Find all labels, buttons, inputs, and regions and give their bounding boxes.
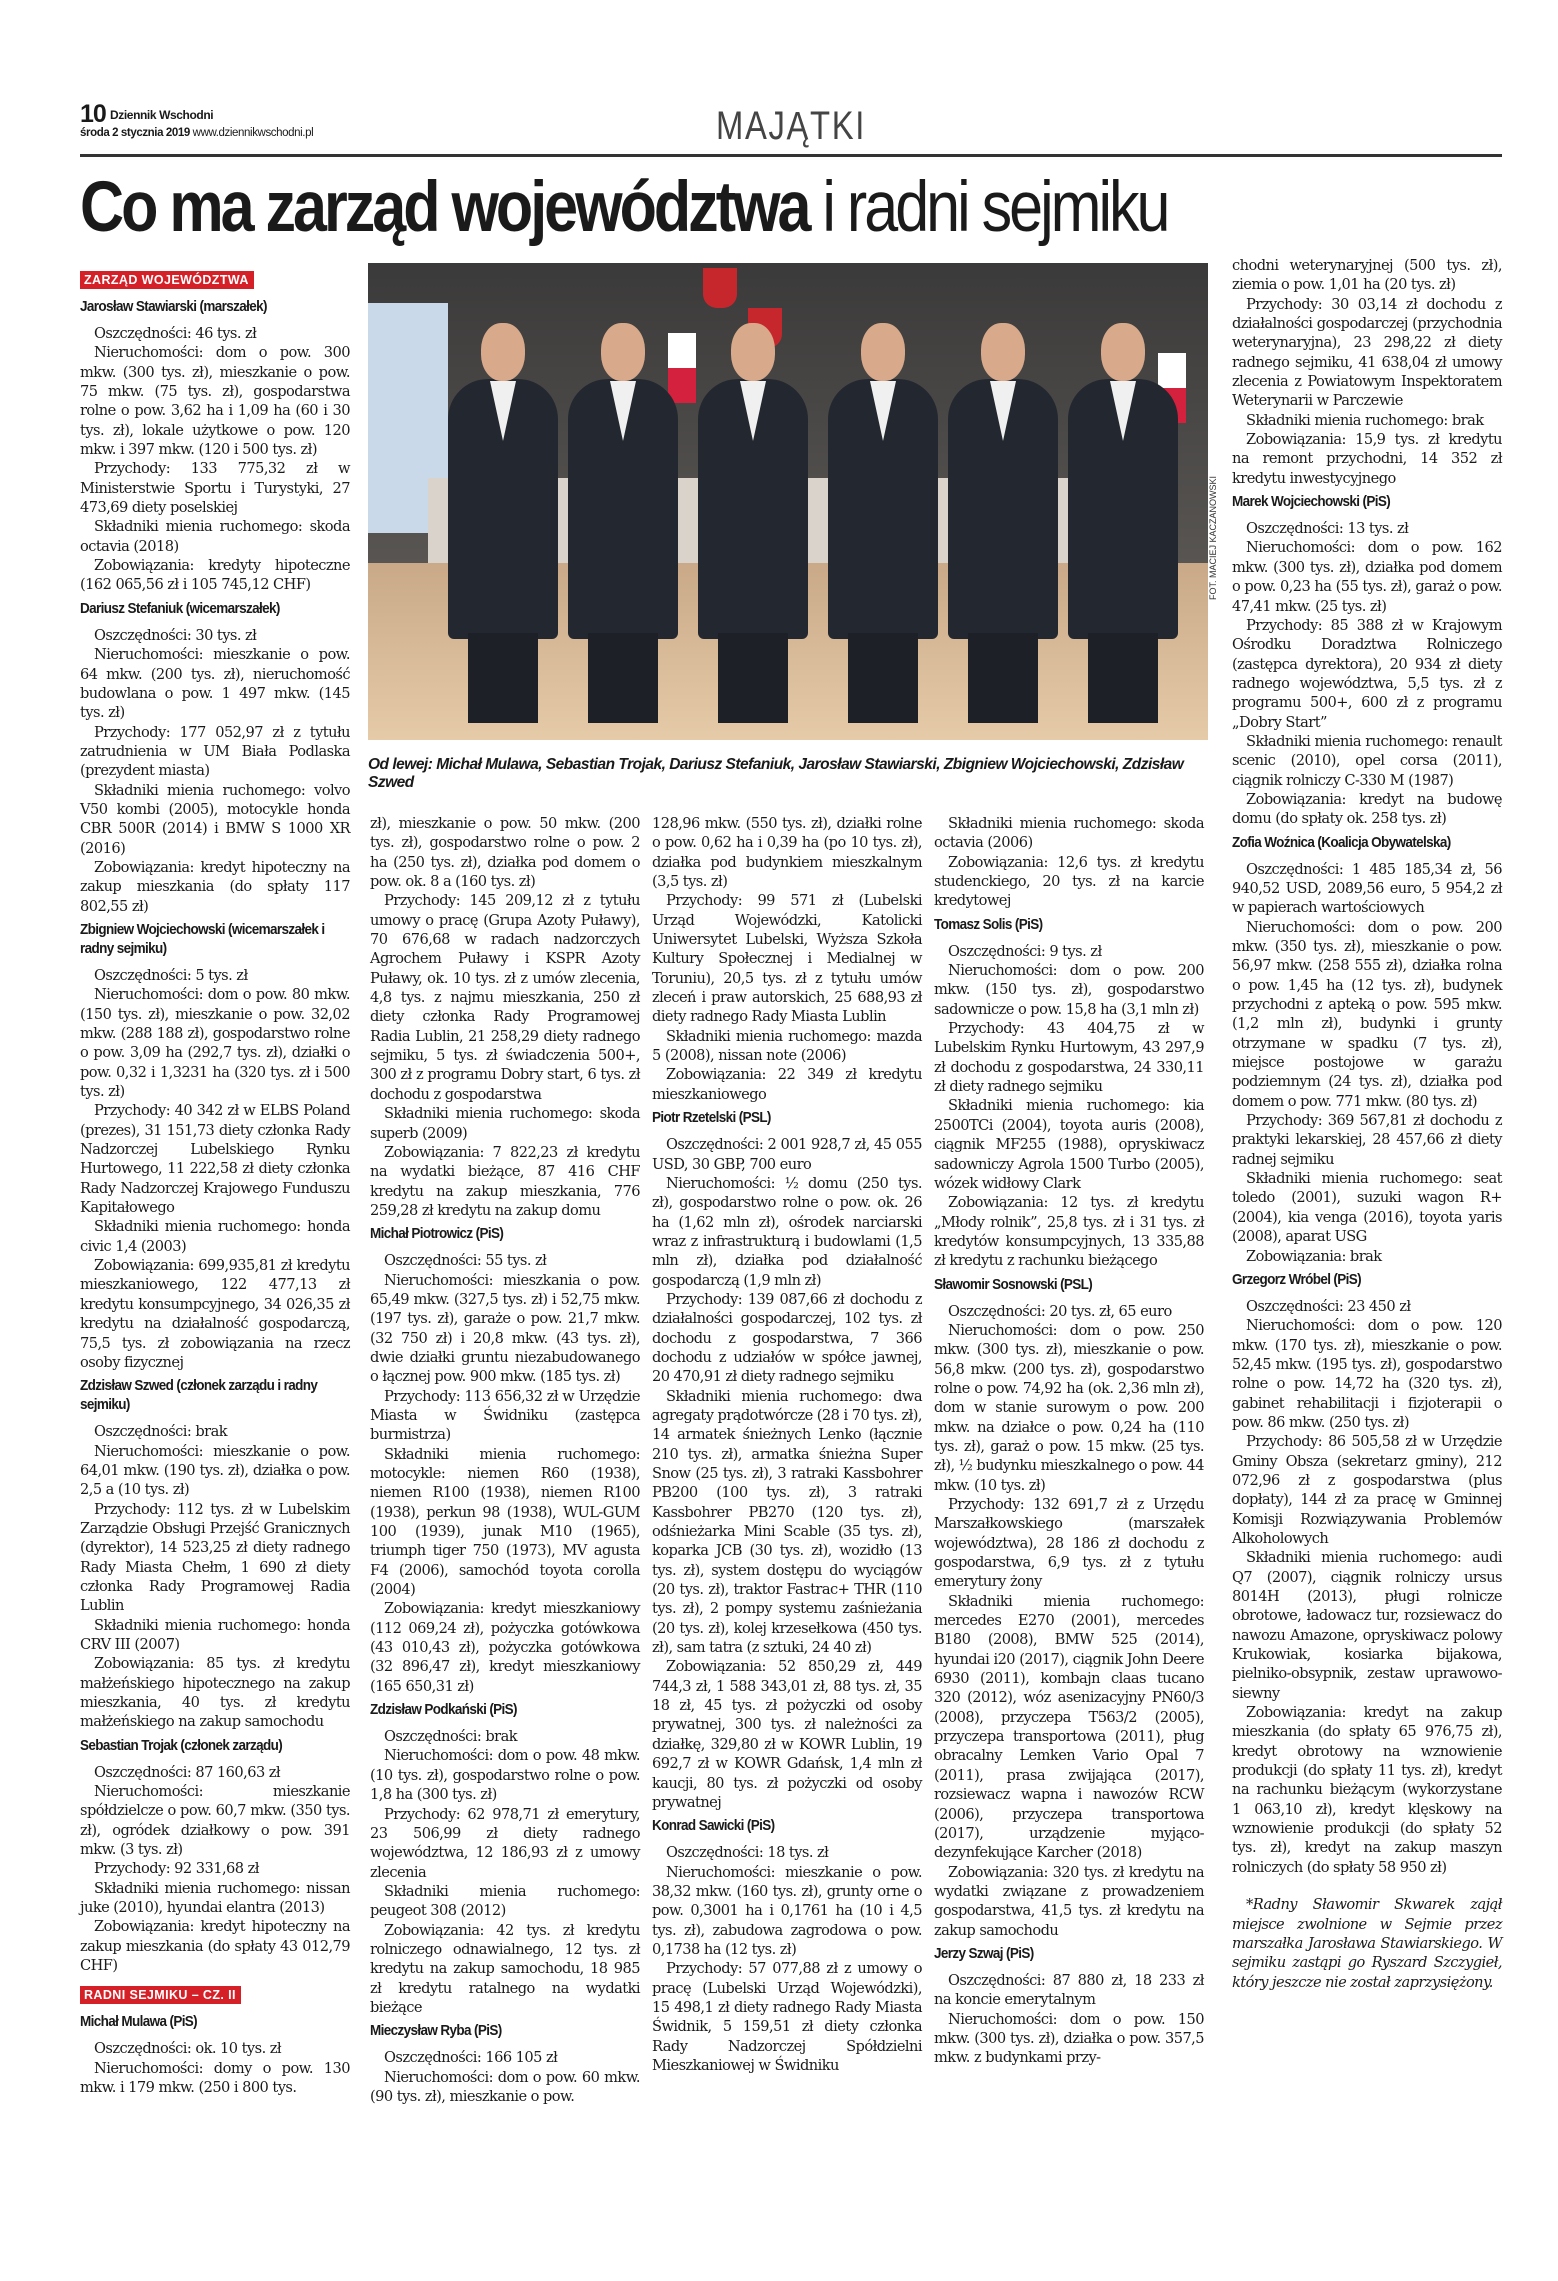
masthead [80, 100, 1502, 162]
entry-movables: Składniki mienia ruchomego: skoda octavia (2006) [934, 815, 1204, 852]
person-figure [568, 323, 678, 723]
entry-movables: Składniki mienia ruchomego: nissan juke (2010), hyundai elantra (2013) [80, 1879, 350, 1917]
entry-income: Przychody: 133 775,32 zł w Ministerstwie Sportu i Turystyki, 27 473,69 diety poselskiej [80, 460, 350, 517]
masthead-divider [80, 154, 1502, 157]
paper-name: Dziennik Wschodni [110, 108, 214, 122]
entry-liabilities: Zobowiązania: kredyt na budowę domu (do spłaty ok. 258 tys. zł) [1232, 790, 1502, 828]
entry-savings: Oszczędności: 5 tys. zł [94, 966, 248, 984]
entry-movables: Składniki mienia ruchomego: audi Q7 (2007), ciągnik rolniczy ursus 8014H (2013), pługi rolnicze obrotowe, ładowacz tur, rozsiewacz do nawozu Amazone, opryskiwacz polowy Krukowiak, kosiarka bijakowa, pielniko-obsypnik, zestaw uprawowo-siewny [1232, 1549, 1502, 1702]
entry-income: Przychody: 40 342 zł w ELBS Poland (prezes), 31 151,73 diety członka Rady Nadzorczej Lubelskiego Rynku Hurtowego, 11 222,58 zł diety członka Rady Nadzorczej Krajowego Funduszu Kapitałowego [80, 1102, 350, 1217]
entry-income: Przychody: 145 209,12 zł z tytułu umowy o pracę (Grupa Azoty Puławy), 70 676,68 w radach nadzorczych Agrochem Puławy i KSPR Azoty Puławy, ok. 10 tys. zł z umów zlecenia, 4,8 tys. z najmu mieszkania, 250 zł diety członka Rady Programowej Radia Lublin, 21 258,29 diety radnego sejmiku, 5 tys. zł świadczenia 500+, 300 zł z programu Dobry start, 6 tys. zł dochodu z gospodarstwa [370, 892, 640, 1103]
person-figure [698, 323, 808, 723]
entry-liabilities: Zobowiązania: 52 850,29 zł, 449 744,3 zł, 1 588 343,01 zł, 88 tys. zł, 35 18 zł, 45 tys. zł pożyczki od osoby prywatnej, 300 tys. zł należności za działkę, 329,80 zł w KOWR Lublin, 19 692,7 zł w KOWR Gdańsk, 1,4 mln zł kaucji, 80 tys. zł pożyczki od osoby prywatnej [652, 1658, 922, 1811]
entry-income: Przychody: 57 077,88 zł z umowy o pracę (Lubelski Urząd Wojewódzki), 15 498,1 zł diety radnego Rady Miasta Świdnik, 5 159,51 zł diety członka Rady Nadzorczej Spółdzielni Mieszkaniowej w Świdniku [652, 1960, 922, 2074]
person-name: Marek Wojciechowski (PiS) [1232, 493, 1391, 511]
person-name: Konrad Sawicki (PiS) [652, 1817, 775, 1835]
entry-income: Przychody: 62 978,71 zł emerytury, 23 506,99 zł diety radnego województwa, 12 186,93 zł z umowy zlecenia [370, 1805, 640, 1881]
entry-property-cont: chodni weterynaryjnej (500 tys. zł), ziemia o pow. 1,01 ha (20 tys. zł) [1232, 257, 1502, 294]
entry-movables: Składniki mienia ruchomego: dwa agregaty prądotwórcze (28 i 70 tys. zł), 14 armatek śnieżnych Lenko (łącznie 210 tys. zł), armatka śnieżna Super Snow (25 tys. zł), 3 ratraki Kassbohrer PB200 (100 tys. zł), 3 ratraki Kassbohrer PB270 (120 tys. zł), odśnieżarka Mini Scable (35 tys. zł), koparka JCB (30 tys. zł), wozidło (13 tys. zł), system dostępu do wyciągów (20 tys. zł), traktor Fastrac+ THR (110 tys. zł), 2 pompy systemu zaśnieżania (20 tys. zł), kolej krzesełkowa (450 tys. zł), sam tatra (z sztuki, 24 40 zł) [652, 1387, 922, 1657]
entry-liabilities: Zobowiązania: kredyt hipoteczny na zakup mieszkania (do spłaty 43 012,79 CHF) [80, 1918, 350, 1975]
person-name: Grzegorz Wróbel (PiS) [1232, 1270, 1362, 1288]
entry-liabilities: Zobowiązania: brak [1246, 1247, 1382, 1265]
entry-savings: Oszczędności: 18 tys. zł [666, 1844, 829, 1862]
website-link[interactable]: www.dziennikwschodni.pl [192, 127, 314, 139]
entry-movables: Składniki mienia ruchomego: renault scenic (2010), opel corsa (2011), ciągnik rolniczy C-330 M (1987) [1232, 732, 1502, 789]
section-badge-radni: RADNI SEJMIKU – CZ. II [80, 1986, 241, 2004]
entry-income: Przychody: 86 505,58 zł w Urzędzie Gminy Obsza (sekretarz gminy), 212 072,96 zł z gospodarstwa (plus dopłaty), 144 zł za pracę w Gminnej Komisji Rozwiązywania Problemów Alkoholowych [1232, 1433, 1502, 1547]
entry-liabilities: Zobowiązania: 699,935,81 zł kredytu mieszkaniowego, 122 477,13 zł kredytu konsumpcyjnego, 34 026,35 zł kredytu na działalność gospodarczą, 75,5 tys. zł zobowiązania na rzecz osoby fizycznej [80, 1257, 350, 1371]
entry-property: Nieruchomości: mieszkanie o pow. 64 mkw. (200 tys. zł), nieruchomość budowlana o pow. 1 497 mkw. (145 tys. zł) [80, 646, 350, 722]
entry-liabilities: Zobowiązania: 85 tys. zł kredytu małżeńskiego hipotecznego na zakup mieszkania, 40 tys. zł kredytu małżeńskiego na zakup samochodu [80, 1655, 350, 1731]
entry-movables: Składniki mienia ruchomego: brak [1246, 411, 1484, 429]
entry-income: Przychody: 139 087,66 zł dochodu z działalności gospodarczej, 102 tys. zł dochodu z gospodarstwa, 7 366 dochodu z udziałów w spółce jawnej, 20 470,91 zł diety radnego sejmiku [652, 1290, 922, 1386]
headline-bold: Co ma zarząd województwa [80, 168, 809, 247]
person-figure [828, 323, 938, 723]
entry-savings: Oszczędności: brak [94, 1423, 228, 1441]
entry-property: Nieruchomości: domy o pow. 130 mkw. i 179 mkw. (250 i 800 tys. [80, 2059, 350, 2097]
person-name: Sebastian Trojak (członek zarządu) [80, 1736, 283, 1754]
entry-savings: Oszczędności: 55 tys. zł [384, 1252, 547, 1270]
entry-movables: Składniki mienia ruchomego: skoda superb (2009) [370, 1105, 640, 1142]
entry-property: Nieruchomości: dom o pow. 150 mkw. (300 tys. zł), działka o pow. 357,5 mkw. z budynkami przy- [934, 2010, 1204, 2067]
coat-of-arms-icon [703, 268, 737, 308]
person-name: Zbigniew Wojciechowski (wicemarszałek i radny sejmiku) [80, 920, 325, 957]
column-1 [80, 270, 350, 2098]
entry-savings: Oszczędności: 2 001 928,7 zł, 45 055 USD, 30 GBP, 700 euro [652, 1136, 922, 1173]
entry-savings: Oszczędności: 23 450 zł [1246, 1297, 1411, 1315]
group-photo [368, 263, 1208, 740]
issue-date: środa 2 stycznia 2019 [80, 127, 190, 139]
section-badge-zarzad: ZARZĄD WOJEWÓDZTWA [80, 271, 254, 289]
column-2 [370, 814, 640, 2106]
entry-savings: Oszczędności: 9 tys. zł [948, 942, 1102, 960]
headline-light: i radni sejmiku [808, 168, 1168, 247]
entry-income: Przychody: 177 052,97 zł z tytułu zatrudnienia w UM Biała Podlaska (prezydent miasta) [80, 723, 350, 780]
person-name: Michał Piotrowicz (PiS) [370, 1225, 504, 1243]
headline [80, 168, 1318, 248]
entry-savings: Oszczędności: 20 tys. zł, 65 euro [948, 1302, 1172, 1320]
entry-movables: Składniki mienia ruchomego: peugeot 308 (2012) [370, 1882, 640, 1920]
entry-savings: Oszczędności: ok. 10 tys. zł [94, 2040, 282, 2058]
person-figure [948, 323, 1058, 723]
entry-property: Nieruchomości: dom o pow. 60 mkw. (90 tys. zł), mieszkanie o pow. [370, 2068, 640, 2105]
person-figure [1068, 323, 1178, 723]
entry-movables: Składniki mienia ruchomego: mercedes E270 (2001), mercedes B180 (2008), BMW 525 (2014), hyundai i20 (2017), ciągnik John Deere 6930 (2011), kombajn claas tucano 320 (2012), wóz asenizacyjny PN60/3 (2008), przyczepa T563/2 (2005), przyczepa transportowa (2011), pług obracalny Lemken Vario Opal 7 (2011), prasa zwijająca (2017), rozsiewacz wapna i nawozów RCW (2006), przyczepa transportowa (2017), urządzenie myjąco-dezynfekujące Karcher (2018) [934, 1592, 1204, 1862]
entry-liabilities: Zobowiązania: 15,9 tys. zł kredytu na remont przychodni, 14 352 zł kredytu inwestycyjnego [1232, 431, 1502, 487]
entry-liabilities: Zobowiązania: 12,6 tys. zł kredytu studenckiego, 20 tys. zł na karcie kredytowej [934, 853, 1204, 910]
entry-property: Nieruchomości: mieszkanie o pow. 38,32 mkw. (160 tys. zł), grunty orne o pow. 0,3001 ha i 0,1761 ha (10 i 4,5 tys. zł), zabudowa zagrodowa o pow. 0,1738 ha (12 tys. zł) [652, 1863, 922, 1958]
column-3 [652, 814, 922, 2075]
person-name: Sławomir Sosnowski (PSL) [934, 1275, 1093, 1293]
person-name: Zdzisław Szwed (członek zarządu i radny sejmiku) [80, 1377, 318, 1414]
entry-property: Nieruchomości: dom o pow. 120 mkw. (170 tys. zł), mieszkanie o pow. 52,45 mkw. (195 tys. zł), gospodarstwo rolne o pow. 14,72 ha (320 tys. zł), gabinet rehabilitacji i fizjoterapii o pow. 86 mkw. (250 tys. zł) [1232, 1317, 1502, 1431]
entry-movables: Składniki mienia ruchomego: skoda octavia (2018) [80, 518, 350, 555]
entry-savings: Oszczędności: 87 160,63 zł [94, 1763, 281, 1781]
entry-savings: Oszczędności: 166 105 zł [384, 2049, 558, 2067]
person-name: Zdzisław Podkański (PiS) [370, 1701, 517, 1719]
entry-property: Nieruchomości: dom o pow. 162 mkw. (300 tys. zł), działka pod domem o pow. 0,23 ha (55 tys. zł), garaż o pow. 47,41 mkw. (25 tys. zł) [1232, 539, 1502, 615]
entry-savings: Oszczędności: 46 tys. zł [94, 325, 257, 342]
person-name: Michał Mulawa (PiS) [80, 2013, 198, 2031]
entry-liabilities: Zobowiązania: 7 822,23 zł kredytu na wydatki bieżące, 87 416 CHF kredytu na zakup mieszkania, 776 259,28 zł kredytu na zakup domu [370, 1143, 640, 1219]
entry-income: Przychody: 112 tys. zł w Lubelskim Zarządzie Obsługi Przejść Granicznych (dyrektor), 14 523,25 zł diety radnego Rady Miasta Chełm, 1 690 zł diety członka Rady Programowej Radia Lublin [80, 1500, 350, 1615]
entry-liabilities: Zobowiązania: kredyty hipoteczne (162 065,56 zł i 105 745,12 CHF) [80, 557, 350, 594]
entry-property: Nieruchomości: mieszkanie spółdzielcze o pow. 60,7 mkw. (350 tys. zł), ogródek działkowy o pow. 391 mkw. (3 tys. zł) [80, 1783, 350, 1859]
entry-movables: Składniki mienia ruchomego: volvo V50 kombi (2005), motocykle honda CBR 500R (2014) i BMW S 1000 XR (2016) [80, 781, 350, 857]
entry-property-cont: zł), mieszkanie o pow. 50 mkw. (200 tys. zł), gospodarstwo rolne o pow. 2 ha (250 tys. zł), działka pod domem o pow. ok. 8 a (160 tys. zł) [370, 815, 640, 891]
entry-income: Przychody: 30 03,14 zł dochodu z działalności gospodarczej (przychodnia weterynaryjna), 23 298,22 zł diety radnego sejmiku, 41 638,04 zł umowy zlecenia z Powiatowym Inspektoratem Weterynarii w Parczewie [1232, 295, 1502, 410]
page-number: 10 [80, 100, 106, 128]
column-4 [934, 814, 1204, 2068]
person-name: Jerzy Szwaj (PiS) [934, 1944, 1034, 1962]
entry-savings: Oszczędności: brak [384, 1728, 518, 1746]
entry-movables: Składniki mienia ruchomego: kia 2500TCi (2004), toyota auris (2008), ciągnik MF255 (1988), opryskiwacz sadowniczy Agrola 1500 Turbo (2005), wózek widłowy Clark [934, 1097, 1204, 1192]
entry-savings: Oszczędności: 13 tys. zł [1246, 520, 1409, 538]
footnote: *Radny Sławomir Skwarek zajął miejsce zwolnione w Sejmie przez marszałka Jarosława Stawiarskiego. W sejmiku zastąpi go Ryszard Szczygieł, który jeszcze nie został zaprzysiężony. [1232, 1896, 1502, 1991]
entry-savings: Oszczędności: 1 485 185,34 zł, 56 940,52 USD, 2089,56 euro, 5 954,2 zł w papierach wartościowych [1232, 860, 1502, 917]
entry-movables: Składniki mienia ruchomego: motocykle: niemen R60 (1938), niemen R100 (1938), niemen R100 (1938), perkun 98 (1938), WUL-GUM 100 (1939), junak M10 (1965), triumph tiger 750 (1973), MV agusta F4 (2006), samochód toyota corolla (2004) [370, 1445, 640, 1599]
photo-caption: Od lewej: Michał Mulawa, Sebastian Trojak, Dariusz Stefaniuk, Jarosław Stawiarski, Zbigniew Wojciechowski, Zdzisław Szwed [368, 756, 1184, 791]
entry-income: Przychody: 113 656,32 zł w Urzędzie Miasta w Świdniku (zastępca burmistrza) [370, 1387, 640, 1444]
entry-liabilities: Zobowiązania: kredyt mieszkaniowy (112 069,24 zł), pożyczka gotówkowa (43 010,43 zł), pożyczka gotówkowa (32 896,47 zł), kredyt mieszkaniowy (165 650,31 zł) [370, 1600, 640, 1695]
entry-property: Nieruchomości: ½ domu (250 tys. zł), gospodarstwo rolne o pow. ok. 26 ha (1,62 mln zł), ośrodek narciarski wraz z infrastrukturą i budowlami (1,5 mln zł), działka pod działalność gospodarczą (1,9 mln zł) [652, 1174, 922, 1289]
entry-income: Przychody: 92 331,68 zł [94, 1860, 259, 1878]
person-name: Piotr Rzetelski (PSL) [652, 1109, 771, 1127]
entry-property-cont: 128,96 mkw. (550 tys. zł), działki rolne o pow. 0,62 ha i 0,39 ha (po 10 tys. zł), działka pod budynkiem mieszkalnym (3,5 tys. zł) [652, 815, 922, 891]
entry-income: Przychody: 99 571 zł (Lubelski Urząd Wojewódzki, Katolicki Uniwersytet Lubelski, Wyższa Szkoła Kultury Społecznej i Medialnej w Toruniu), 20,5 tys. zł z tytułu umów zleceń i praw autorskich, 25 688,93 zł diety radnego Rady Miasta Lublin [652, 892, 922, 1026]
entry-income: Przychody: 85 388 zł w Krajowym Ośrodku Doradztwa Rolniczego (zastępca dyrektora), 20 934 zł diety radnego województwa, 5,5 tys. zł z programu 500+, 600 zł z programu „Dobry Start” [1232, 616, 1502, 731]
photo-credit: FOT. MACIEJ KACZANOWSKI [1208, 475, 1218, 600]
entry-property: Nieruchomości: dom o pow. 250 mkw. (300 tys. zł), mieszkanie o pow. 56,8 mkw. (200 tys. zł), gospodarstwo rolne o pow. 74,92 ha (ok. 2,36 mln zł), dom w stanie surowym o pow. 200 mkw. na działce o pow. 0,24 ha (110 tys. zł), garaż o pow. 15 mkw. (25 tys. zł), ½ budynku mieszkalnego o pow. 44 mkw. (10 tys. zł) [934, 1321, 1204, 1494]
entry-income: Przychody: 132 691,7 zł z Urzędu Marszałkowskiego (marszałek województwa), 28 186 zł dochodu z gospodarstwa, 6,9 tys. zł z tytułu emerytury żony [934, 1496, 1204, 1591]
entry-property: Nieruchomości: dom o pow. 48 mkw. (10 tys. zł), gospodarstwo rolne o pow. 1,8 ha (300 tys. zł) [370, 1747, 640, 1804]
entry-property: Nieruchomości: dom o pow. 300 mkw. (300 tys. zł), mieszkanie o pow. 75 mkw. (75 tys. zł), gospodarstwa rolne o pow. 3,62 ha i 1,09 ha (60 i 30 tys. zł), lokale użytkowe o pow. 120 mkw. i 397 mkw. (120 i 500 tys. zł) [80, 344, 350, 459]
entry-income: Przychody: 43 404,75 zł w Lubelskim Rynku Hurtowym, 43 297,9 zł dochodu z gospodarstwa, 24 330,11 zł diety radnego sejmiku [934, 1020, 1204, 1096]
person-name: Dariusz Stefaniuk (wicemarszałek) [80, 599, 280, 617]
section-title: MAJĄTKI [716, 104, 866, 148]
entry-movables: Składniki mienia ruchomego: honda CRV III (2007) [80, 1616, 350, 1653]
entry-liabilities: Zobowiązania: kredyt na zakup mieszkania (do spłaty 65 976,75 zł), kredyt obrotowy na wznowienie produkcji (do spłaty 11 tys. zł), kredyt na rachunku bieżącym (wykorzystane 1 063,10 zł), kredyt klęskowy na wznowienie produkcji (do spłaty 52 tys. zł), kredyt na zakup maszyn rolniczych (do spłaty 58 950 zł) [1232, 1704, 1502, 1876]
person-figure [448, 323, 558, 723]
entry-liabilities: Zobowiązania: 12 tys. zł kredytu „Młody rolnik”, 25,8 tys. zł i 31 tys. zł kredytów konsumpcyjnych, 13 335,88 zł kredytu z rachunku bieżącego [934, 1194, 1204, 1270]
entry-liabilities: Zobowiązania: kredyt hipoteczny na zakup mieszkania (do spłaty 117 802,55 zł) [80, 858, 350, 915]
entry-liabilities: Zobowiązania: 42 tys. zł kredytu rolniczego odnawialnego, 12 tys. zł kredytu na zakup samochodu, 18 985 zł kredytu ratalnego na wydatki bieżące [370, 1921, 640, 2016]
entry-movables: Składniki mienia ruchomego: mazda 5 (2008), nissan note (2006) [652, 1027, 922, 1065]
entry-movables: Składniki mienia ruchomego: seat toledo (2001), suzuki wagon R+ (2004), kia venga (2016), toyota yaris (2008), aparat USG [1232, 1170, 1502, 1246]
column-5 [1232, 256, 1502, 1992]
entry-liabilities: Zobowiązania: 22 349 zł kredytu mieszkaniowego [652, 1066, 922, 1103]
entry-property: Nieruchomości: dom o pow. 80 mkw. (150 tys. zł), mieszkanie o pow. 32,02 mkw. (288 188 zł), gospodarstwo rolne o pow. 3,09 ha (292,7 tys. zł), działki o pow. 0,32 i 1,3231 ha (320 tys. zł i 500 tys. zł) [80, 986, 350, 1101]
entry-property: Nieruchomości: dom o pow. 200 mkw. (350 tys. zł), mieszkanie o pow. 56,97 mkw. (258 555 zł), działka rolna o pow. 1,45 ha (12 tys. zł), budynek przychodni z apteką o pow. 595 mkw. (1,2 mln zł), budynki i grunty otrzymane w spadku (7 tys. zł), miejsce postojowe w garażu podziemnym (24 tys. zł), działka pod domem o pow. 771 mkw. (80 tys. zł) [1232, 918, 1502, 1110]
entry-savings: Oszczędności: 87 880 zł, 18 233 zł na koncie emerytalnym [934, 1971, 1204, 2009]
entry-income: Przychody: 369 567,81 zł dochodu z praktyki lekarskiej, 28 457,66 zł diety radnej sejmiku [1232, 1112, 1502, 1168]
person-name: Zofia Woźnica (Koalicja Obywatelska) [1232, 833, 1451, 851]
entry-property: Nieruchomości: mieszkanie o pow. 64,01 mkw. (190 tys. zł), działka o pow. 2,5 a (10 tys. zł) [80, 1442, 350, 1499]
person-name: Tomasz Solis (PiS) [934, 915, 1043, 933]
entry-property: Nieruchomości: mieszkania o pow. 65,49 mkw. (327,5 tys. zł) i 52,75 mkw. (197 tys. zł), garaże o pow. 21,7 mkw. (32 750 zł) i 20,8 mkw. (43 tys. zł), dwie działki gruntu niezabudowanego o łącznej pow. 900 mkw. (185 tys. zł) [370, 1271, 640, 1386]
entry-liabilities: Zobowiązania: 320 tys. zł kredytu na wydatki związane z prowadzeniem gospodarstwa, 41,5 tys. zł kredytu na zakup samochodu [934, 1863, 1204, 1939]
entry-movables: Składniki mienia ruchomego: honda civic 1,4 (2003) [80, 1218, 350, 1255]
entry-savings: Oszczędności: 30 tys. zł [94, 626, 257, 644]
entry-property: Nieruchomości: dom o pow. 200 mkw. (150 tys. zł), gospodarstwo sadownicze o pow. 15,8 ha (3,1 mln zł) [934, 962, 1204, 1018]
person-name: Jarosław Stawiarski (marszałek) [80, 298, 267, 315]
person-name: Mieczysław Ryba (PiS) [370, 2022, 502, 2040]
